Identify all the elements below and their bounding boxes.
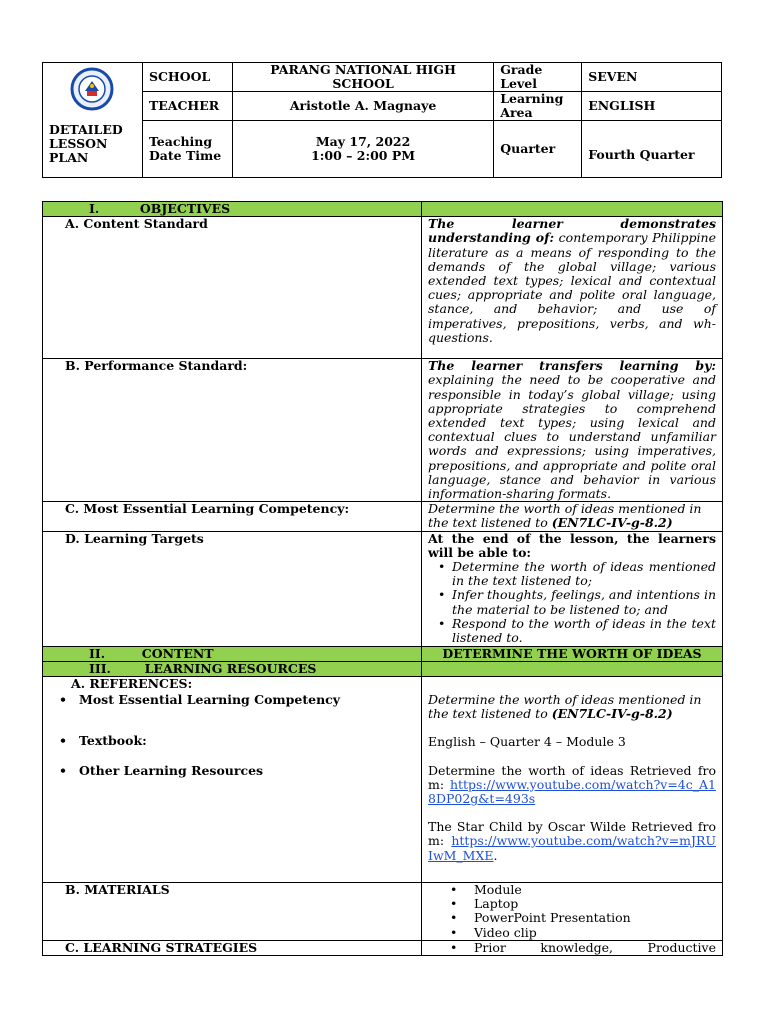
plan-title: DETAILED LESSON PLAN — [49, 122, 123, 165]
ref-melc-code: (EN7LC-IV-g-8.2) — [551, 706, 673, 722]
content-num: II. — [89, 645, 106, 661]
area-label: Learning Area — [494, 92, 582, 121]
ref-other2-end: . — [493, 847, 498, 863]
materials-item: • PowerPoint Presentation — [474, 911, 716, 925]
performance-standard-label: B. Performance Standard: — [43, 359, 422, 502]
quarter-value: Fourth Quarter — [582, 121, 722, 178]
references-right-cell — [422, 677, 723, 883]
melc-code: (EN7LC-IV-g-8.2) — [551, 515, 673, 531]
content-standard-lead: The learner demonstrates understanding of: — [428, 216, 716, 246]
school-value: PARANG NATIONAL HIGH SCHOOL — [232, 63, 493, 92]
objectives-heading-blank — [422, 202, 723, 217]
content-standard-cell — [422, 217, 723, 359]
content-heading: CONTENT — [141, 645, 214, 661]
date-time-cell — [232, 121, 493, 178]
date-label: Teaching Date Time — [142, 121, 232, 178]
melc-label: C. Most Essential Learning Competency: — [43, 502, 422, 531]
target-item: • Infer thoughts, feelings, and intentions in the material to be listened to; and — [452, 588, 716, 616]
objectives-num: I. — [89, 201, 100, 216]
melc-cell — [422, 502, 723, 531]
teacher-label: TEACHER — [142, 92, 232, 121]
quarter-label: Quarter — [494, 121, 582, 178]
target-item: • Respond to the worth of ideas in the text listened to. — [452, 617, 716, 645]
deped-seal-icon — [68, 67, 116, 111]
strategies-label: C. LEARNING STRATEGIES — [43, 941, 422, 956]
melc-text: Determine the worth of ideas mentioned in the text listened to — [428, 501, 702, 531]
ref-melc-block — [428, 693, 716, 721]
textbook-item: • Textbook: — [49, 734, 415, 748]
strategies-list — [428, 941, 716, 955]
resources-heading-blank — [422, 661, 723, 676]
performance-standard-text: explaining the need to be cooperative and responsible in today’s global village; using appropriate strategies to comprehend extended text types; using lexical and contextual clues to understand unfamiliar words and expressions; using imperatives, prepositions, and appropriate and polite oral language, stance and behavior in various information-sharing formats. — [428, 372, 716, 502]
ref-other1-block — [428, 764, 716, 807]
content-value: DETERMINE THE WORTH OF IDEAS — [422, 646, 723, 661]
performance-standard-cell — [422, 359, 723, 502]
resources-num: III. — [89, 660, 111, 676]
ref-other1-text: Determine the worth of ideas Retrieved from: — [428, 762, 716, 792]
materials-cell — [422, 883, 723, 941]
content-standard-text: contemporary Philippine literature as a means of responding to the demands of the global village; various extended text types; lexical and contextual cues; appropriate and polite oral language, stance, and behavior; and use of imperatives, prepositions, verbs, and wh-questions. — [428, 230, 717, 345]
teacher-value: Aristotle A. Magnaye — [232, 92, 493, 121]
references-label: A. REFERENCES: — [71, 676, 193, 692]
content-standard-label: A. Content Standard — [43, 217, 422, 359]
materials-item: • Module — [474, 883, 716, 897]
objectives-heading-cell — [43, 202, 422, 217]
lesson-table — [42, 201, 723, 956]
targets-list — [428, 560, 716, 645]
targets-label: D. Learning Targets — [43, 531, 422, 646]
logo-cell — [43, 63, 143, 178]
strategies-item: • Prior knowledge, Productive — [474, 941, 716, 955]
date-value: May 17, 2022 — [315, 134, 411, 149]
materials-item: • Video clip — [474, 926, 716, 940]
materials-list — [428, 883, 716, 940]
youtube-link-2[interactable]: https://www.youtube.com/watch?v=mJRUIwM_MXE — [428, 833, 716, 863]
objectives-heading: OBJECTIVES — [139, 201, 231, 216]
target-item: • Determine the worth of ideas mentioned in the text listened to; — [452, 560, 716, 588]
performance-standard-lead: The learner transfers learning by: — [428, 358, 716, 374]
grade-label: Grade Level — [494, 63, 582, 92]
time-value: 1:00 – 2:00 PM — [311, 148, 416, 163]
resources-heading-cell — [43, 661, 422, 676]
area-value: ENGLISH — [582, 92, 722, 121]
ref-other2-text: The Star Child by Oscar Wilde Retrieved from: — [428, 819, 716, 849]
targets-lead: At the end of the lesson, the learners will be able to: — [428, 530, 716, 560]
ref-textbook-text: English – Quarter 4 – Module 3 — [428, 734, 626, 750]
strategies-cell — [422, 941, 723, 956]
melc-item: • Most Essential Learning Competency — [49, 693, 415, 707]
header-table — [42, 62, 722, 178]
youtube-link-1[interactable]: https://www.youtube.com/watch?v=4c_A18DP02g&t=493s — [428, 776, 716, 807]
other-resources-item: • Other Learning Resources — [49, 764, 415, 778]
ref-melc-text: Determine the worth of ideas mentioned in the text listened to — [428, 692, 702, 722]
grade-value: SEVEN — [582, 63, 722, 92]
resources-heading: LEARNING RESOURCES — [144, 660, 317, 676]
references-left-cell — [43, 677, 422, 883]
materials-item: • Laptop — [474, 897, 716, 911]
content-heading-cell — [43, 646, 422, 661]
materials-label: B. MATERIALS — [43, 883, 422, 941]
ref-other2-block — [428, 820, 716, 863]
school-label: SCHOOL — [142, 63, 232, 92]
targets-cell — [422, 531, 723, 646]
